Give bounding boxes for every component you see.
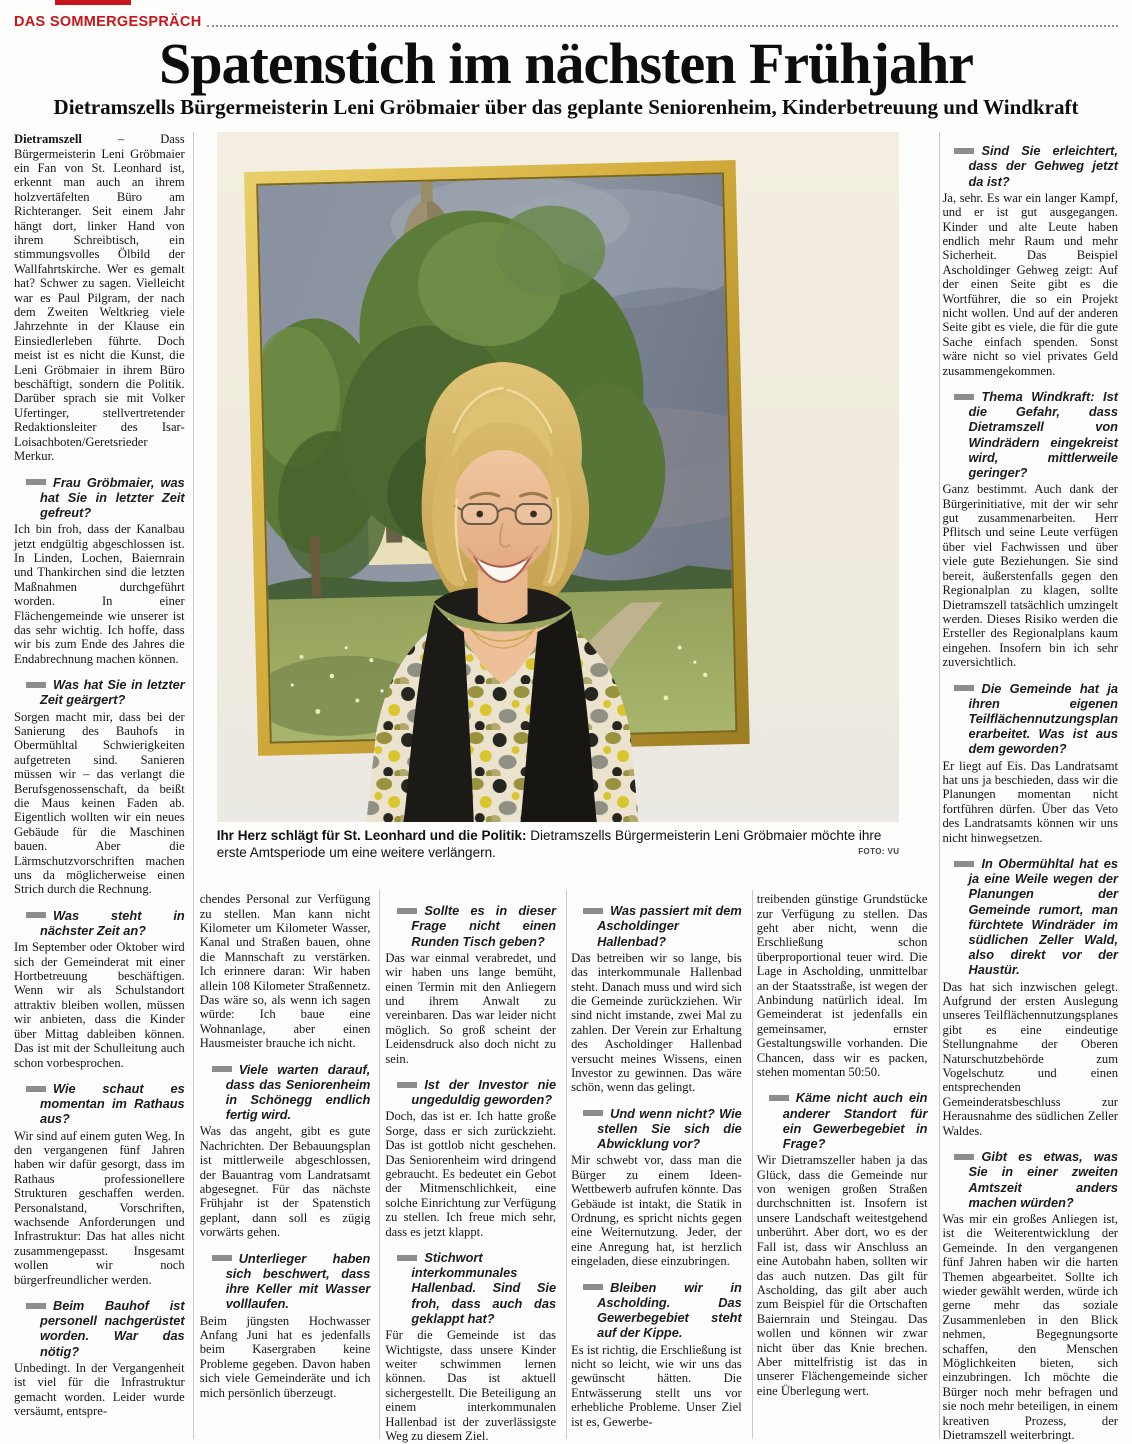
- column-right: [942, 130, 1118, 1442]
- interview-question: Bleiben wir in Ascholding. Das Gewerbegebiet steht auf der Kippe.: [571, 1280, 742, 1341]
- column-rule: [566, 890, 567, 1439]
- interview-question: Wie schaut es momentan im Rathaus aus?: [14, 1081, 185, 1127]
- interview-answer: Ganz bestimmt. Auch dank der Bürgerinitiative, mit der wir sehr gut zusammenarbeiten. Herr Pflitsch und seine Leute verfügen über viel Fachwissen und über viele gute Beziehungen. Sie sind bereit, äußerstenfalls gegen den Regionalplan zu klagen, sollte Dietramszell tatsächlich umzingelt werden. Dieses Risiko werden die Ersteller des Regionalplans kaum eingehen. Insofern bin ich sehr zuversichtlich.: [942, 482, 1118, 670]
- question-marker-icon: [583, 1110, 603, 1116]
- question-marker-icon: [26, 1303, 46, 1309]
- interview-answer: Das betreiben wir so lange, bis das interkommunale Hallenbad steht. Danach muss und wird sich die Gemeinde zurückziehen. Wir sind nicht imstande, zwei Mal zu zahlen. Der Verein zur Erhaltung des Ascholdinger Hallenbad versucht meines Wissens, einen Investor zu gewinnen. Das wäre schön, wenn das gelingt.: [571, 950, 742, 1095]
- interview-answer: Das hat sich inzwischen gelegt. Aufgrund der ersten Auslegung unseres Teilflächennutzungsplanes gibt es eine eindeutige Stellungnahme der Oberen Naturschutzbehörde zum Vogelschutz und einen entsprechenden Gemeinderatsbeschluss zur Herausnahme des südlichen Zeller Waldes.: [942, 979, 1118, 1138]
- interview-question: Gibt es etwas, was Sie in einer zweiten Amtszeit anders machen würden?: [942, 1149, 1118, 1210]
- interview-question: Sollte es in dieser Frage nicht einen Runden Tisch geben?: [385, 903, 556, 949]
- subhead: Dietramszells Bürgermeisterin Leni Gröbmaier über das geplante Seniorenheim, Kinderbetreuung und Windkraft: [53, 95, 1079, 120]
- column-bottom-1: [200, 890, 371, 1400]
- question-marker-icon: [954, 861, 974, 867]
- caption-bold: Ihr Herz schlägt für St. Leonhard und die Politik:: [216, 828, 527, 844]
- question-marker-icon: [397, 1082, 417, 1088]
- interview-question: Stichwort interkommunales Hallenbad. Sind Sie froh, dass auch das geklappt hat?: [385, 1250, 556, 1326]
- question-marker-icon: [26, 1086, 46, 1092]
- column-rule: [939, 132, 940, 1439]
- interview-answer: treibenden günstige Grundstücke zur Verfügung zu stellen. Das geht aber nicht, wenn die Erschließung schon überproportional teuer wird. Die Lage in Ascholding, unmittelbar an der Staatsstraße, ist wegen der Anbindung natürlich ideal. Im Gemeinderat ist jedenfalls ein gemeinsamer, ernster Gestaltungswille vorhanden. Die Chancen, dass wir es packen, stehen momentan 50:50.: [756, 892, 928, 1080]
- interview-question: Viele warten darauf, dass das Seniorenheim in Schönegg endlich fertig wird.: [200, 1062, 371, 1123]
- question-marker-icon: [954, 1154, 974, 1160]
- interview-question: Sind Sie erleichtert, dass der Gehweg jetzt da ist?: [942, 143, 1118, 189]
- column-rule: [379, 890, 380, 1439]
- interview-answer: Es ist richtig, die Erschließung ist nicht so leicht, wie wir uns das gewünscht hätten. Die Entwässerung stellt uns vor erhebliche Probleme. Unser Ziel ist es, Gewerbe-: [571, 1342, 742, 1429]
- question-marker-icon: [26, 912, 46, 918]
- column-left: [14, 130, 185, 1418]
- interview-question: Was steht in nächster Zeit an?: [14, 908, 185, 938]
- interview-answer: Für die Gemeinde ist das Wichtigste, dass unsere Kinder weiter schwimmen lernen können. Das ist aktuell sichergestellt. Die Beteiligung an einem interkommunalen Hallenbad ist der zuverlässigste Weg zu diesem Ziel.: [385, 1328, 557, 1443]
- interview-answer: chendes Personal zur Verfügung zu stellen. Man kann nicht Kilometer um Kilometer Wasser, Kanal und Straßen bauen, ohne die Mannschaft zu verstärken. Ich erinnere daran: Wir haben allein 108 Kilometer Straßennetz. Das wäre so, als wenn ich sagen würde: Ich baue eine Wohnanlage, aber einen Hausmeister brauche ich nicht.: [199, 892, 371, 1051]
- interview-answer: Sorgen macht mir, dass bei der Sanierung des Bauhofs in Obermühltal Schwierigkeiten aufgetreten sind. Sanieren müssen wir – das verlangt die Berufsgenossenschaft, da beißt die Maus keinen Faden ab. Eigentlich wollten wir ein neues Gebäude für die Maschinen bauen. Aber die Lärmschutzvorschriften machen uns da möglicherweise einen Strich durch die Rechnung.: [14, 709, 185, 897]
- column-rule: [752, 890, 753, 1439]
- article-body: [0, 130, 1132, 1443]
- column-bottom-3: [571, 890, 742, 1429]
- kicker-row: [14, 14, 1118, 30]
- question-marker-icon: [212, 1066, 232, 1072]
- interview-question: Ist der Investor nie ungeduldig geworden?: [385, 1077, 556, 1107]
- interview-question: Was hat Sie in letzter Zeit geärgert?: [14, 677, 185, 707]
- question-marker-icon: [583, 1284, 603, 1290]
- interview-question: Was passiert mit dem Ascholdinger Hallenbad?: [571, 903, 742, 949]
- question-marker-icon: [397, 1255, 417, 1261]
- question-marker-icon: [26, 479, 46, 485]
- interview-answer: Mir schwebt vor, dass man die Bürger zu einem Ideen-Wettbewerb aufrufen könnte. Das Gebäude ist intakt, die Statik in Ordnung, es spricht nichts gegen eine Weiternutzung. Jeder, der eine Anregung hat, ist herzlich eingeladen, diese einzubringen.: [571, 1153, 742, 1269]
- interview-question: Käme nicht auch ein anderer Standort für ein Gewerbegebiet in Frage?: [757, 1090, 928, 1151]
- photo-credit: FOTO: VU: [858, 847, 900, 857]
- headline: Spatenstich im nächsten Frühjahr: [159, 31, 973, 96]
- dotted-rule: [207, 18, 1118, 27]
- interview-answer: Beim jüngsten Hochwasser Anfang Juni hat es jedenfalls beim Kasergraben keine Probleme gegeben. Davon haben sich viele Gemeinderäte und ich mich persönlich überzeugt.: [199, 1313, 371, 1400]
- eye-left: [476, 511, 483, 518]
- question-marker-icon: [954, 148, 974, 154]
- question-marker-icon: [212, 1255, 232, 1261]
- column-rule: [193, 132, 194, 1439]
- dateline: Dietramszell: [14, 132, 82, 147]
- interview-answer: Doch, das ist er. Ich hatte große Sorge, dass er sich zurückzieht. Das ist gottlob nicht geschehen. Das Seniorenheim wird dringend gebraucht. Es bedeutet ein Gebot der Mitmenschlichkeit, eine solche Einrichtung zur Verfügung zu stellen. Ich freue mich sehr, dass es jetzt klappt.: [385, 1109, 557, 1239]
- question-marker-icon: [397, 908, 417, 914]
- photo-caption: [217, 827, 900, 861]
- article-intro: Dietramszell – Dass Bürgermeisterin Leni Gröbmaier ein Fan von St. Leonhard ist, erkennt man auch an ihrem holzvertäfelten Büro am Richteranger. Seit einem Jahr hängt dort, linker Hand von ihrem Schreibtisch, ein stimmungsvolles Ölbild der Wallfahrtskirche. Wer es gemalt hat? Schwer zu sagen. Vielleicht war es Paul Pilgram, der nach dem Zweiten Weltkrieg viele Jahrzehnte in der Klause ein Einsiedlerleben führte. Doch meist ist es nicht die Kunst, die Leni Gröbmaier in ihrem Büro beschäftigt, sondern die Politik. Darüber sprach sie mit Volker Ufertinger, stellvertretender Redaktionsleiter des Isar-Loisachboten/Geretsrieder Merkur.: [14, 132, 185, 464]
- interview-answer: Unbedingt. In der Vergangenheit ist viel für die Infrastruktur gemacht worden. Leider wurde versäumt, entspre-: [14, 1360, 185, 1419]
- interview-answer: Wir Dietramszeller haben ja das Glück, dass die Gemeinde nur von wenigen großen Straßen durchschnitten ist. Insofern ist unsere Landschaft weitestgehend unberührt. Aber dort, wo es der Fall ist, dass wir Anschluss an eine Autobahn haben, sollten wir das auch nutzen. Das gilt für Ascholding, das gilt aber auch zum Beispiel für die Ortschaften Baiernrain und Steingau. Das wollen und können wir zwar nicht über das Knie brechen. Aber mittelfristig ist das in unserer Flächengemeinde sicher eine Überlegung wert.: [756, 1153, 928, 1398]
- interview-question: In Obermühltal hat es ja eine Weile wegen der Planungen der Gemeinde rumort, man fürchtete Windräder im südlichen Zeller Wald, also direkt vor der Haustür.: [942, 856, 1118, 978]
- interview-question: Und wenn nicht? Wie stellen Sie sich die Abwicklung vor?: [571, 1106, 742, 1152]
- interview-answer: Er liegt auf Eis. Das Landratsamt hat uns ja beschieden, dass wir die Planungen momentan nicht fortführen dürfen. Über das Veto des Landratsamts können wir uns nicht hinwegsetzen.: [942, 758, 1118, 845]
- column-bottom-4: [757, 890, 928, 1398]
- interview-answer: Im September oder Oktober wird sich der Gemeinderat mit einer Hortbetreuung beschäftigen. Wenn wir als Schulstandort attraktiv bleiben wollen, müssen wir anbieten, dass die Kinder über Mittag dableiben können. Das ist mit der Schulleitung auch schon vorbesprochen.: [14, 940, 185, 1070]
- column-bottom-2: [385, 890, 556, 1443]
- photo-block: [200, 130, 928, 890]
- question-marker-icon: [954, 685, 974, 691]
- interview-answer: Was mir ein großes Anliegen ist, ist die Weiterentwicklung der Gemeinde. In den vergangenen fünf Jahren haben wir die harten Themen abgearbeitet. Sollte ich wieder gewählt werden, würde ich gerne mehr das soziale Zusammenleben in den Blick nehmen, Begegnungsorte schaffen, den Menschen Möglichkeiten bieten, sich einzubringen. Ich möchte die Bürger noch mehr befragen und sie noch mehr beteiligen, in einem kreativen Prozess, der Dietramszell weiterbringt.: [942, 1211, 1118, 1442]
- interview-answer: Was das angeht, gibt es gute Nachrichten. Der Bebauungsplan ist mittlerweile abgeschlossen, der Bauantrag vom Landratsamt abgesegnet. Für das nächste Frühjahr ist der Spatenstich geplant, dann soll es zügig vorwärts gehen.: [199, 1124, 371, 1240]
- question-marker-icon: [954, 394, 974, 400]
- kicker: DAS SOMMERGESPRÄCH: [14, 14, 202, 30]
- question-marker-icon: [26, 682, 46, 688]
- portrait-photo: [217, 132, 900, 822]
- interview-question: Unterlieger haben sich beschwert, dass ihre Keller mit Wasser volllaufen.: [200, 1251, 371, 1312]
- interview-answer: Ich bin froh, dass der Kanalbau jetzt endgültig abgeschlossen ist. In Linden, Lochen, Baiernrain und Thankirchen sind die letzten Maßnahmen durchgeführt worden. In einer Flächengemeinde wie unserer ist das sehr wichtig. Ich hoffe, dass wir bis zum Ende des Jahres die Endabrechnung machen können.: [14, 522, 185, 666]
- caption-text: Dietramszells Bürgermeisterin Leni Gröbmaier möchte ihre erste Amtsperiode um eine weitere verlängern.: [216, 828, 882, 861]
- interview-question: Beim Bauhof ist personell nachgerüstet worden. War das nötig?: [14, 1298, 185, 1359]
- page-edge-mark: [55, 0, 131, 5]
- interview-question: Die Gemeinde hat ja ihren eigenen Teilflächennutzungsplan erarbeitet. Was ist aus dem geworden?: [942, 681, 1118, 757]
- interview-answer: Das war einmal verabredet, und wir haben uns lange bemüht, einen Termin mit den Anliegern und ihrem Anwalt zu vereinbaren. Das war leider nicht möglich. So groß scheint der Leidensdruck also doch nicht zu sein.: [385, 950, 557, 1066]
- interview-question: Frau Gröbmaier, was hat Sie in letzter Zeit gefreut?: [14, 475, 185, 521]
- question-marker-icon: [583, 908, 603, 914]
- eye-right: [530, 511, 537, 518]
- question-marker-icon: [769, 1095, 789, 1101]
- interview-answer: Ja, sehr. Es war ein langer Kampf, und er ist gut ausgegangen. Kinder und alte Leute haben endlich mehr Raum und mehr Sicherheit. Das Beispiel Ascholdinger Gehweg zeigt: Auf der einen Seite gibt es die Wortführer, die so ein Projekt nicht wollen. Und auf der anderen Seite gibt es viele, die für die gute Sache einfach spenden. Sonst wäre nicht so viel privates Geld zusammengekommen.: [942, 190, 1118, 378]
- interview-question: Thema Windkraft: Ist die Gefahr, dass Dietramszell von Windrädern eingekreist wird, mittlerweile geringer?: [942, 389, 1118, 480]
- interview-answer: Wir sind auf einem guten Weg. In den vergangenen fünf Jahren haben wir dafür gesorgt, dass im Rathaus professionellere Strukturen geschaffen werden. Personalstand, Vorschriften, wachsende Anforderungen und Infrastruktur: Das hat alles nicht zusammengepasst. Insgesamt wollen wir noch bürgerfreundlicher werden.: [14, 1128, 185, 1287]
